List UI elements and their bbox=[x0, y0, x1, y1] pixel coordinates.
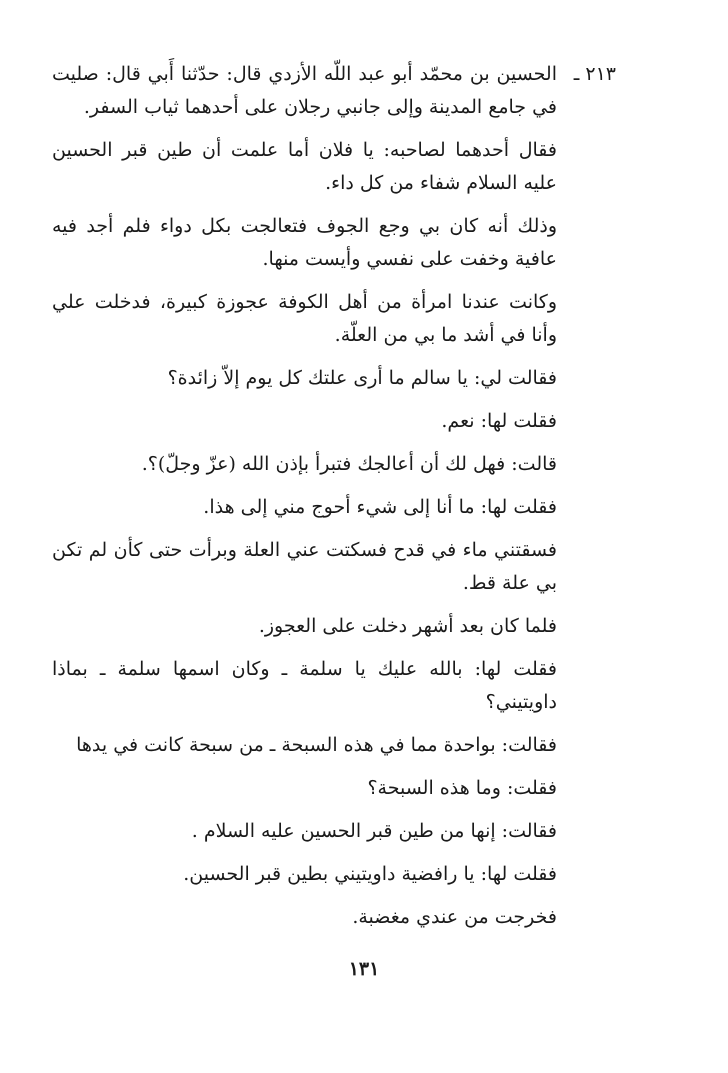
hadith-text bbox=[52, 58, 557, 944]
paragraph: وذلك أنه كان بي وجع الجوف فتعالجت بكل دواء فلم أجد فيه عافية وخفت على نفسي وأيست منها. bbox=[52, 215, 557, 270]
paragraph: فقلت: وما هذه السبحة؟ bbox=[367, 777, 557, 799]
hadith-number: ٢١٣ ـ bbox=[573, 63, 616, 85]
paragraph: وكانت عندنا امرأة من أهل الكوفة عجوزة كبيرة، فدخلت علي وأنا في أشد ما بي من العلّة. bbox=[52, 291, 557, 346]
paragraph: فقلت لها: ما أنا إلى شيء أحوج مني إلى هذا. bbox=[203, 496, 557, 518]
paragraph: فسقتني ماء في قدح فسكتت عني العلة وبرأت حتى كأن لم تكن بي علة قط. bbox=[52, 539, 557, 594]
paragraph: فقال أحدهما لصاحبه: يا فلان أما علمت أن طين قبر الحسين عليه السلام شفاء من كل داء. bbox=[52, 139, 557, 194]
paragraph: فخرجت من عندي مغضبة. bbox=[352, 906, 557, 928]
paragraph: قالت: فهل لك أن أعالجك فتبرأ بإذن الله (عزّ وجلّ)؟. bbox=[141, 453, 557, 475]
paragraph: الحسين بن محمّد أبو عبد اللّه الأزدي قال: حدّثنا أَبي قال: صليت في جامع المدينة وإلى جانبي رجلان على أحدهما ثياب السفر. bbox=[52, 63, 557, 118]
paragraph: فقلت لها: نعم. bbox=[441, 410, 557, 432]
paragraph: فقالت: بواحدة مما في هذه السبحة ـ من سبحة كانت في يدها bbox=[76, 734, 557, 756]
paragraph: فقالت: إنها من طين قبر الحسين عليه السلام . bbox=[191, 820, 557, 842]
page-number: ١٣١ bbox=[348, 958, 380, 980]
paragraph: فقلت لها: بالله عليك يا سلمة ـ وكان اسمها سلمة ـ بماذا داويتيني؟ bbox=[52, 658, 557, 713]
paragraph: فلما كان بعد أشهر دخلت على العجوز. bbox=[258, 615, 557, 637]
paragraph: فقلت لها: يا رافضية داويتيني بطين قبر الحسين. bbox=[183, 863, 557, 885]
paragraph: فقالت لي: يا سالم ما أرى علتك كل يوم إلاّ زائدة؟ bbox=[167, 367, 557, 389]
